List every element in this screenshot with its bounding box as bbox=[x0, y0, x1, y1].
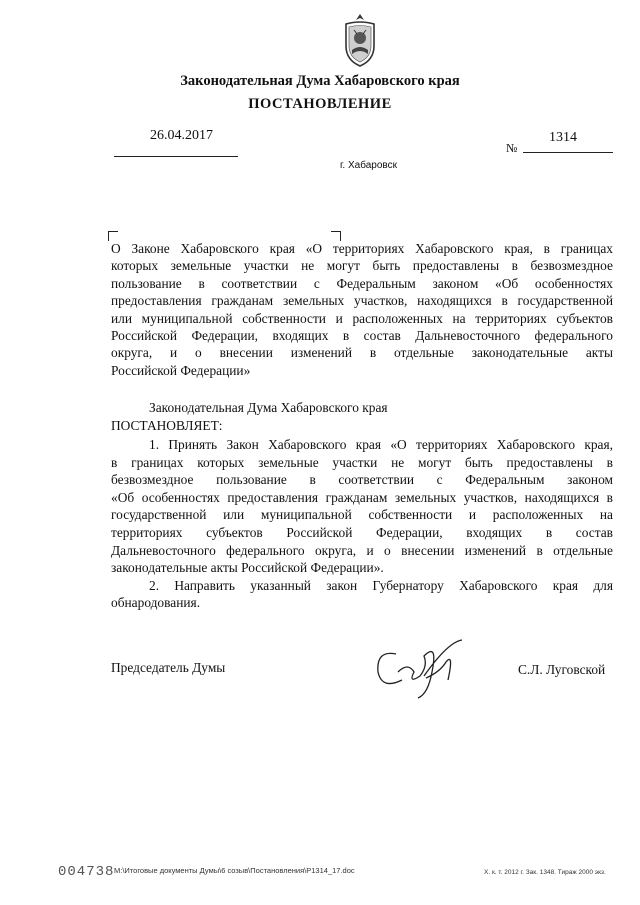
preamble-resolves: ПОСТАНОВЛЯЕТ: bbox=[111, 418, 223, 433]
preamble-body: Законодательная Дума Хабаровского края bbox=[149, 400, 388, 415]
title-line: Российской Федерации, входящих в состав Дальневосточного федерального bbox=[111, 328, 613, 344]
title-line: или муниципальной собственности и расположенных на территориях субъектов bbox=[111, 310, 613, 326]
item1-line: безвозмездное пользование в соответствии с Федеральным законом bbox=[111, 472, 613, 488]
title-line: пользование в соответствии с Федеральным законом «Об особенностях bbox=[111, 275, 613, 291]
title-line: которых земельные участки не могут быть предоставлены в безвозмездное bbox=[111, 258, 613, 274]
date-underline bbox=[114, 156, 238, 157]
item1-line: Дальневосточного федерального округа, и о внесении изменений в отдельные bbox=[111, 542, 613, 558]
item1-line: государственной или муниципальной собственности и расположенных на bbox=[111, 507, 613, 523]
handwritten-signature-icon bbox=[368, 632, 468, 702]
file-path: М:\Итоговые документы Думы\6 созыв\Постановления\P1314_17.doc bbox=[114, 866, 355, 875]
item1-line: территориях субъектов Российской Федерации, входящих в состав bbox=[111, 524, 613, 540]
title-line: предоставления гражданам земельных участков, находящихся в государственной bbox=[111, 293, 613, 309]
document-type: ПОСТАНОВЛЕНИЕ bbox=[248, 96, 392, 112]
item1-line: в границах которых земельные участки не могут быть предоставлены в bbox=[111, 454, 613, 470]
title-line: О Законе Хабаровского края «О территориях Хабаровского края, в границах bbox=[111, 241, 613, 256]
document-number: 1314 bbox=[549, 130, 577, 145]
title-line: округа, и о внесении изменений в отдельные законодательные акты bbox=[111, 345, 613, 361]
item2-line: обнародования. bbox=[111, 595, 201, 611]
print-info: Х. к. т. 2012 г. Зак. 1348. Тираж 2000 экз. bbox=[484, 869, 606, 876]
document-date: 26.04.2017 bbox=[150, 128, 213, 143]
item1-line: «Об особенностях предоставления гражданам земельных участков, находящихся в bbox=[111, 489, 613, 505]
organization-name: Законодательная Дума Хабаровского края bbox=[180, 73, 460, 89]
item2-line: 2. Направить указанный закон Губернатору Хабаровского края для bbox=[149, 577, 613, 593]
resolution-body bbox=[111, 436, 613, 612]
item1-line: законодательные акты Российской Федерации». bbox=[111, 560, 384, 576]
number-underline bbox=[523, 152, 613, 153]
title-line: Российской Федерации» bbox=[111, 362, 251, 378]
signer-name: С.Л. Луговской bbox=[518, 662, 606, 677]
stamp-number: 004738 bbox=[58, 864, 115, 880]
city: г. Хабаровск bbox=[340, 160, 397, 171]
signer-position: Председатель Думы bbox=[111, 660, 226, 675]
item1-line: 1. Принять Закон Хабаровского края «О территориях Хабаровского края, bbox=[149, 437, 613, 452]
number-sign: № bbox=[506, 141, 518, 155]
coat-of-arms-icon bbox=[340, 12, 380, 68]
document-title bbox=[111, 240, 613, 379]
